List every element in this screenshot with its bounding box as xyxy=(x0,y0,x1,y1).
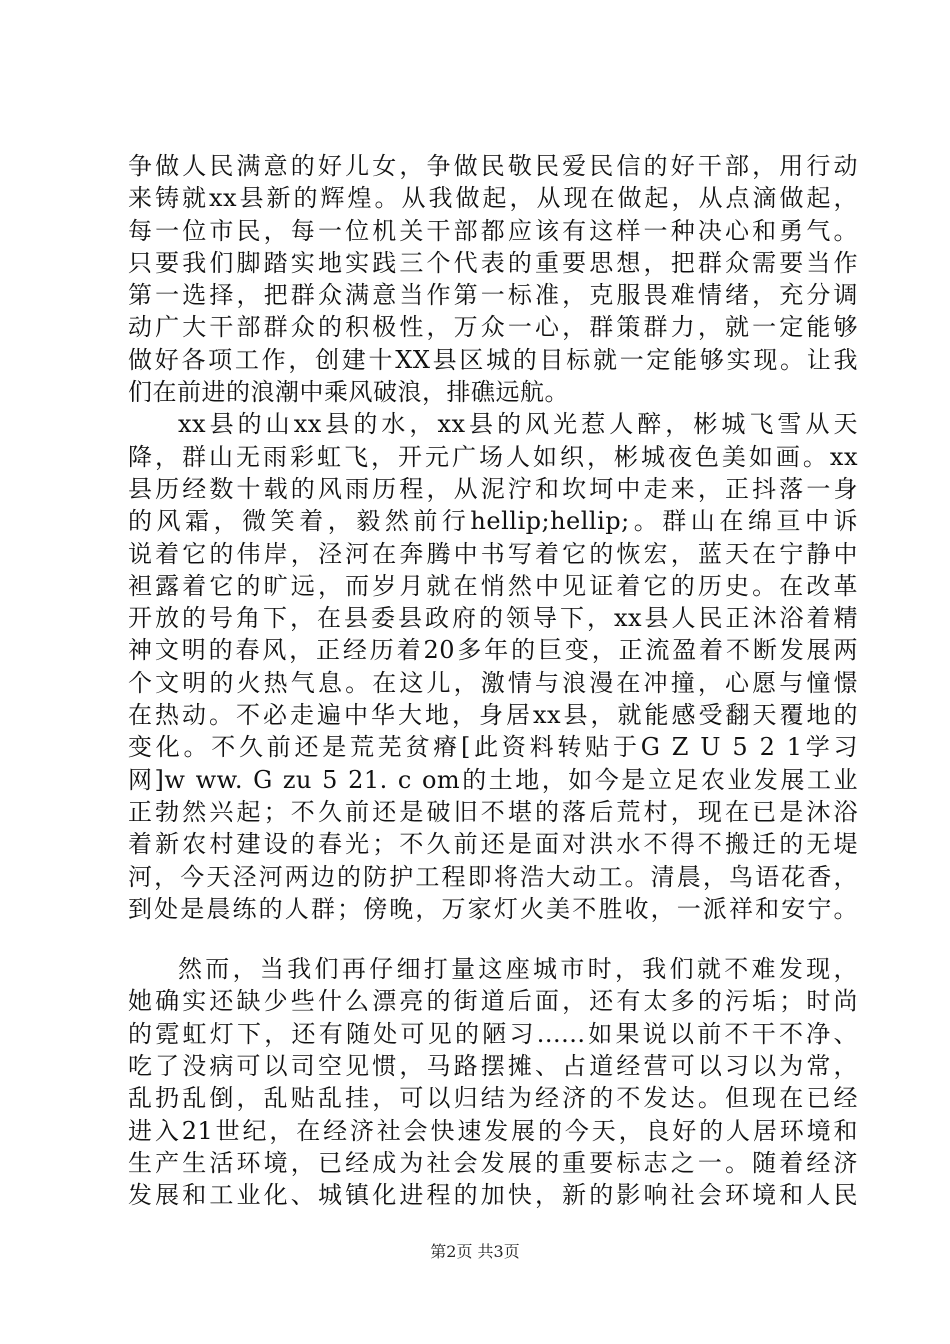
text-line: 然而，当我们再仔细打量这座城市时，我们就不难发现， xyxy=(178,955,858,984)
text-line: 每一位市民，每一位机关干部都应该有这样一种决心和勇气。 xyxy=(128,216,858,245)
text-line: 生产生活环境，已经成为社会发展的重要标志之一。随着经济 xyxy=(128,1148,858,1177)
text-line: 降，群山无雨彩虹飞，开元广场人如织，彬城夜色美如画。xx xyxy=(128,442,858,471)
text-line: 着新农村建设的春光；不久前还是面对洪水不得不搬迁的无堤 xyxy=(128,830,858,859)
text-line: 到处是晨练的人群；傍晚，万家灯火美不胜收，一派祥和安宁。 xyxy=(128,894,858,923)
paragraph-2 xyxy=(128,408,858,925)
text-line: 动广大干部群众的积极性，万众一心，群策群力，就一定能够 xyxy=(128,313,858,342)
text-line: 来铸就xx县新的辉煌。从我做起，从现在做起，从点滴做起， xyxy=(128,184,858,213)
text-line: 个文明的火热气息。在这儿，激情与浪漫在冲撞，心愿与憧憬 xyxy=(128,668,858,697)
text-line: 发展和工业化、城镇化进程的加快，新的影响社会环境和人民 xyxy=(128,1181,858,1210)
text-line: 网]w ww. G zu 5 21. c om的土地，如今是立足农业发展工业 xyxy=(128,765,858,794)
text-line: 进入21世纪，在经济社会快速发展的今天，良好的人居环境和 xyxy=(128,1116,858,1145)
text-line: 神文明的春风，正经历着20多年的巨变，正流盈着不断发展两 xyxy=(128,636,858,665)
text-line: 乱扔乱倒，乱贴乱挂，可以归结为经济的不发达。但现在已经 xyxy=(128,1084,858,1113)
text-line: 的霓虹灯下，还有随处可见的陋习......如果说以前不干不净、 xyxy=(128,1019,858,1048)
text-line: 县历经数十载的风雨历程，从泥泞和坎坷中走来，正抖落一身 xyxy=(128,474,858,503)
text-line: 的风霜，微笑着，毅然前行hellip;hellip;。群山在绵亘中诉 xyxy=(128,507,858,536)
text-line: 们在前进的浪潮中乘风破浪，排礁远航。 xyxy=(128,378,569,407)
text-line: 说着它的伟岸，泾河在奔腾中书写着它的恢宏，蓝天在宁静中 xyxy=(128,539,858,568)
text-line: 河，今天泾河两边的防护工程即将浩大动工。清晨，鸟语花香， xyxy=(128,862,858,891)
text-line: 袒露着它的旷远，而岁月就在悄然中见证着它的历史。在改革 xyxy=(128,571,858,600)
text-line: 她确实还缺少些什么漂亮的街道后面，还有太多的污垢；时尚 xyxy=(128,987,858,1016)
paragraph-gap xyxy=(128,925,858,953)
text-line: 正勃然兴起；不久前还是破旧不堪的落后荒村，现在已是沐浴 xyxy=(128,797,858,826)
text-line: 第一选择，把群众满意当作第一标准，克服畏难情绪，充分调 xyxy=(128,281,858,310)
paragraph-1 xyxy=(128,150,858,408)
text-line: 变化。不久前还是荒芜贫瘠[此资料转贴于G Z U 5 2 1学习 xyxy=(128,733,858,762)
text-line: xx县的山xx县的水，xx县的风光惹人醉，彬城飞雪从天 xyxy=(178,410,858,439)
text-line: 做好各项工作，创建十XX县区城的目标就一定能够实现。让我 xyxy=(128,345,858,374)
page-number-footer: 第2页 共3页 xyxy=(430,1242,520,1261)
text-line: 在热动。不必走遍中华大地，身居xx县，就能感受翻天覆地的 xyxy=(128,701,858,730)
document-body xyxy=(128,150,858,1212)
paragraph-3 xyxy=(128,953,858,1211)
text-line: 吃了没病可以司空见惯，马路摆摊、占道经营可以习以为常， xyxy=(128,1052,858,1081)
text-line: 只要我们脚踏实地实践三个代表的重要思想，把群众需要当作 xyxy=(128,248,858,277)
text-line: 争做人民满意的好儿女，争做民敬民爱民信的好干部，用行动 xyxy=(128,152,858,180)
text-line: 开放的号角下，在县委县政府的领导下，xx县人民正沐浴着精 xyxy=(128,604,858,633)
